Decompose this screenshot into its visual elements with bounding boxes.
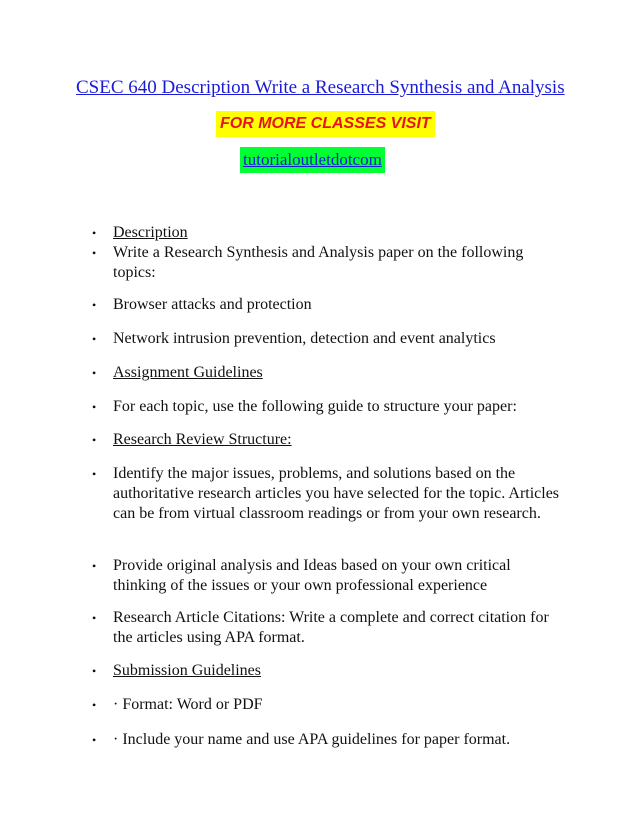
bullet-icon: • bbox=[92, 733, 97, 747]
list-item bbox=[92, 329, 563, 349]
list-item-text: Description bbox=[113, 224, 188, 241]
list-item bbox=[92, 661, 563, 681]
list-item-text: Browser attacks and protection bbox=[113, 296, 312, 313]
list-item bbox=[92, 223, 563, 243]
promo-banner: FOR MORE CLASSES VISIT bbox=[216, 111, 435, 137]
bullet-icon: • bbox=[92, 400, 97, 414]
list-item bbox=[92, 397, 563, 417]
list-item bbox=[92, 730, 563, 750]
bullet-icon: • bbox=[92, 366, 97, 380]
bullet-icon: • bbox=[92, 467, 97, 481]
list-item bbox=[92, 243, 563, 283]
list-item-text: Network intrusion prevention, detection and event analytics bbox=[113, 330, 496, 347]
bullet-icon: • bbox=[92, 246, 97, 260]
list-item bbox=[92, 608, 563, 648]
site-link[interactable]: tutorialoutletdotcom bbox=[240, 147, 385, 173]
bullet-icon: • bbox=[92, 559, 97, 573]
list-item-text: For each topic, use the following guide to structure your paper: bbox=[113, 398, 517, 415]
list-item-text: · Format: Word or PDF bbox=[113, 696, 263, 713]
list-item bbox=[92, 695, 563, 715]
list-item-text: · Include your name and use APA guidelines for paper format. bbox=[113, 731, 511, 748]
document-title-link[interactable]: CSEC 640 Description Write a Research Synthesis and Analysis bbox=[76, 77, 565, 98]
bullet-icon: • bbox=[92, 611, 97, 625]
list-item-text: Submission Guidelines bbox=[113, 662, 262, 679]
list-item bbox=[92, 430, 563, 450]
list-item-text: Provide original analysis and Ideas based on your own critical thinking of the issues or your own professional experience bbox=[113, 557, 511, 594]
bullet-icon: • bbox=[92, 664, 97, 678]
bullet-icon: • bbox=[92, 433, 97, 447]
bullet-icon: • bbox=[92, 332, 97, 346]
list-item bbox=[92, 464, 563, 524]
list-item bbox=[92, 295, 563, 315]
bullet-icon: • bbox=[92, 298, 97, 312]
list-item-text: Identify the major issues, problems, and solutions based on the authoritative research articles you have selected for the topic. Articles can be from virtual classroom readings or from your own research. bbox=[113, 465, 560, 522]
list-item-text: Research Review Structure: bbox=[113, 431, 292, 448]
list-item bbox=[92, 363, 563, 383]
list-item-text: Write a Research Synthesis and Analysis paper on the following topics: bbox=[113, 244, 524, 281]
bullet-icon: • bbox=[92, 226, 97, 240]
list-item-text: Research Article Citations: Write a complete and correct citation for the articles using APA format. bbox=[113, 609, 549, 646]
list-item-text: Assignment Guidelines bbox=[113, 364, 263, 381]
bullet-icon: • bbox=[92, 698, 97, 712]
list-item bbox=[92, 556, 563, 596]
